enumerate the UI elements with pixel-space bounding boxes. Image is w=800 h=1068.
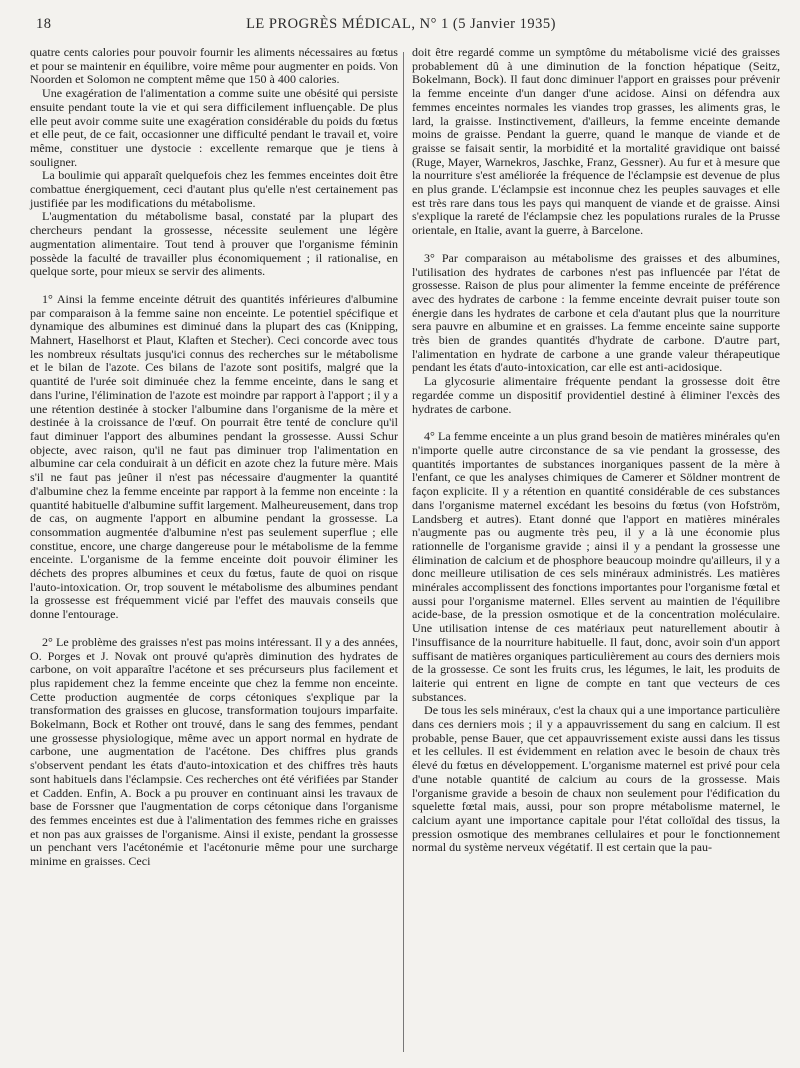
paragraph: doit être regardé comme un symptôme du métabolisme vicié des graisses probablement dû à une diminution de la fonction hépatique (Seitz, Bokelmann, Bock). Il faut donc diminuer l'apport en graisses pour prévenir la femme enceinte d'un danger d'une acidose. Ainsi on défendra aux femmes enceintes normales les viandes trop grasses, les aliments gras, le lard, la graisse. Instinctivement, d'ailleurs, la femme enceinte demande moins de graisse. Pendant la guerre, quand le manque de viande et de graisse se faisait sentir, la morbidité et la mortalité gravidique ont baissé (Ruge, Mayer, Warnekros, Jaschke, Franz, Gessner). Au fur et à mesure que la nourriture s'est améliorée la fréquence de l'éclampsie est devenue de plus en plus grande. L'éclampsie est inconnue chez les peuples sauvages et elle est très rare dans tous les pays qui manquent de viande et de graisse. Ainsi s'explique la rareté de l'éclampsie chez les populations rurales de la Prusse orientale, en Italie, avant la guerre, à Barcelone. xyxy=(412,45,780,238)
paragraph: Une exagération de l'alimentation a comme suite une obésité qui persiste ensuite pendant toute la vie et qui sera difficilement influençable. De plus elle peut avoir comme suite une exagération considérable du poids du fœtus et elle peut, de ce fait, occasionner une difficulté pendant le travail et, voire même, constituer une dystocie : excellente remarque que je tiens à souligner. xyxy=(30,86,398,169)
paragraph: L'augmentation du métabolisme basal, constaté par la plupart des chercheurs pendant la grossesse, nécessite seulement une légère augmentation alimentaire. Tout tend à prouver que l'organisme féminin possède la faculté de travailler plus économiquement ; il rationalise, en quelque sorte, pour mieux se servir des aliments. xyxy=(30,209,398,279)
page-number: 18 xyxy=(36,16,52,32)
running-title: LE PROGRÈS MÉDICAL, N° 1 (5 Janvier 1935) xyxy=(246,16,556,32)
left-column xyxy=(30,46,398,869)
paragraph: 3° Par comparaison au métabolisme des graisses et des albumines, l'utilisation des hydrates de carbones n'est pas influencée par l'état de grossesse. Raison de plus pour alimenter la femme enceinte de préférence avec des hydrates de carbone : la femme enceinte devrait puiser toute son énergie dans les hydrates de carbone et cela d'autant plus que la nourriture sera pauvre en albumine et en graisses. La femme enceinte saine supporte très bien de grandes quantités d'hydrate de carbone. D'autre part, l'alimentation en hydrate de carbone a une grande valeur thérapeutique pendant les états d'auto-intoxication, car elle est anti-acidosique. xyxy=(412,250,780,375)
paragraph: La glycosurie alimentaire fréquente pendant la grossesse doit être regardée comme un dispositif providentiel destiné à éliminer l'excès des hydrates de carbone. xyxy=(412,374,780,416)
paragraph: De tous les sels minéraux, c'est la chaux qui a une importance particulière dans ces derniers mois ; il y a appauvrissement du sang en calcium. Il est probable, pense Bauer, que cet appauvrissement existe aussi dans les tissus et les cellules. Il est évidemment en relation avec le besoin de chaux très élevé du fœtus en développement. L'organisme maternel est privé pour cela d'une notable quantité de calcium au cours de la grossesse. Mais l'organisme gravide a besoin de chaux non seulement pour l'édification du squelette fœtal mais, aussi, pour son propre métabolisme maternel, le calcium ayant une importance capitale pour l'état colloïdal des tissus, la pression osmotique des membranes cellulaires et pour le fonctionnement normal du système nerveux végétatif. Il est certain que la pau- xyxy=(412,703,780,855)
paragraph: La boulimie qui apparaît quelquefois chez les femmes enceintes doit être combattue énergiquement, ceci d'autant plus qu'elle n'est certainement pas justifiée par les modifications du métabolisme. xyxy=(30,168,398,210)
column-divider xyxy=(403,52,404,1052)
paragraph: 4° La femme enceinte a un plus grand besoin de matières minérales qu'en n'importe quelle autre circonstance de sa vie pendant la grossesse, des quantités importantes de substances inorganiques passent de la mère à l'enfant, ce que les analyses chimiques de Camerer et Söldner montrent de façon explicite. Il y a rétention en quantité considérable de ces substances dans l'organisme maternel excédant les besoins du fœtus (von Hofström, Landsberg et autres). Etant donné que l'apport en matières minérales n'augmente pas ou augmente très peu, il y a là une économie plus rationnelle de l'organisme gravide ; ainsi il y a pendant la grossesse une élimination de calcium et de phosphore beaucoup moindre qu'ailleurs, il y a donc meilleure utilisation de ces sels minéraux administrés. Les matières minérales accomplissent des fonctions importantes pour l'organisme fœtal et aussi pour l'organisme maternel. Elles servent au maintien de l'équilibre acide-base, de la pression osmotique et de la concentration moléculaire. Une utilisation intense de ces matériaux peut naturellement aboutir à l'insuffisance de la nourriture habituelle. Il faut, donc, avoir soin d'un apport suffisant de matières organiques particulièrement au cours des derniers mois de la grossesse. Ce sont les fruits crus, les légumes, le lait, les produits de laiterie qui entrent en ligne de compte en tant que vecteurs de ces substances. xyxy=(412,429,780,704)
paragraph: 2° Le problème des graisses n'est pas moins intéressant. Il y a des années, O. Porges et J. Novak ont prouvé qu'après diminution des hydrates de carbone, on voit apparaître l'acétone et ses précurseurs plus facilement et plus rapidement chez la femme enceinte que chez la femme non enceinte. Cette production augmentée de corps cétoniques s'explique par la transformation des graisses en glucose, transformation toujours imparfaite. Bokelmann, Bock et Rother ont trouvé, dans le sang des femmes, pendant une grossesse physiologique, même avec un apport normal en hydrate de carbone, une augmentation de l'acétone. Des chiffres plus grands s'observent pendant les états d'auto-intoxication et des chiffres très hauts sont habituels dans l'éclampsie. Ces recherches ont été vérifiées par Stander et Cadden. Enfin, A. Bock a pu prouver en continuant ainsi les travaux de base de Forssner que l'augmentation de corps cétonique dans l'organisme des femmes enceintes est due à l'alimentation des femmes riche en graisses et non pas aux graisses de l'organisme. Ainsi il existe, pendant la grossesse un penchant vers l'acétonémie et l'acétonurie même pour une surcharge minime en graisses. Ceci xyxy=(30,634,398,869)
page-header xyxy=(36,16,766,38)
right-column xyxy=(412,46,780,855)
paragraph: 1° Ainsi la femme enceinte détruit des quantités inférieures d'albumine par comparaison à la femme saine non enceinte. Le potentiel spécifique et dynamique des albumines est diminué dans la plupart des cas (Knipping, Mahnert, Haselhorst et Plaut, Klaften et Stecher). Ceci concorde avec tous les nombreux résultats jusqu'ici connus des recherches sur le métabolisme et le bilan de l'azote. Ces bilans de l'azote sont positifs, malgré que la quantité de l'urée soit diminuée chez la femme enceinte, dans le sang et dans l'urine, l'élimination de l'azote est moindre par rapport à l'apport ; il y a une rétention destinée à stocker l'albumine dans l'organisme de la mère et destinée à la croissance de l'œuf. On pourrait être tenté de conclure qu'il faut diminuer l'apport des albumines pendant la grossesse. Aussi Schur objecte, avec raison, qu'il ne faut pas diminuer trop l'alimentation en albumine car cela conduirait à un déficit en azote chez la future mère. Mais s'il ne faut pas jeûner il n'est pas nécessaire d'augmenter la quantité d'albumine chez la femme enceinte par rapport à la femme non enceinte : la quantité habituelle d'albumine suffit largement. Malheureusement, dans trop de cas, on augmente l'apport en albumine pendant la grossesse. La consommation augmentée d'albumine n'est pas seulement superflue ; elle constitue, encore, une charge dangereuse pour le métabolisme de la femme enceinte. L'organisme de la femme enceinte doit pouvoir éliminer les déchets des propres albumines et ceux du fœtus, faute de quoi on risque l'auto-intoxication. Or, trop souvent le métabolisme des albumines pendant la grossesse est fréquemment vicié par l'effet des mauvais conseils que donne l'entourage. xyxy=(30,291,398,622)
paragraph: quatre cents calories pour pouvoir fournir les aliments nécessaires au fœtus et pour se maintenir en équilibre, voire même pour augmenter en poids. Von Noorden et Solomon ne comptent même que 150 à 400 calories. xyxy=(30,45,398,87)
